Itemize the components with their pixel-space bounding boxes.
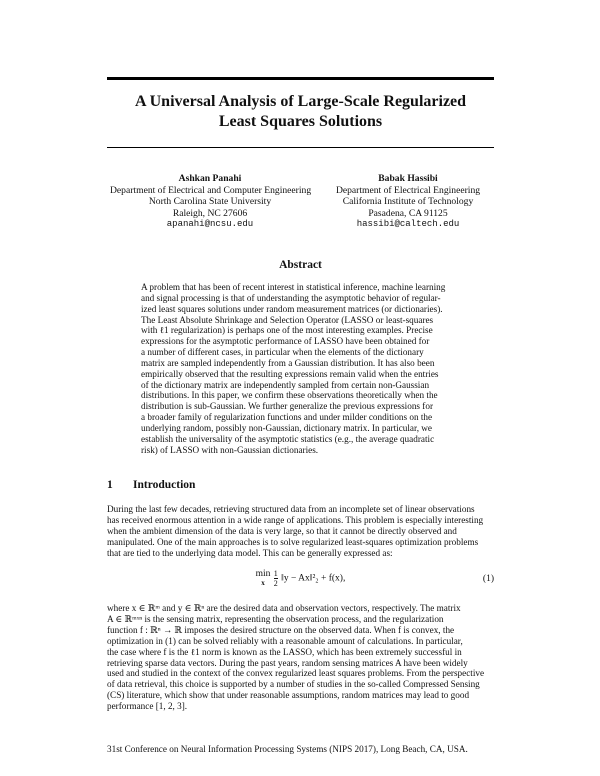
author-affiliation: California Institute of Technology (342, 196, 474, 208)
section-number: 1 (107, 479, 113, 491)
paragraph-line: manipulated. One of the main approaches is to solve regularized least-squares optimization problems (107, 536, 479, 547)
equation-min-op: min (255, 568, 271, 579)
abstract-line: risk) of LASSO with non-Gaussian dictionaries. (141, 444, 319, 455)
abstract-body (141, 282, 460, 456)
abstract-line: A problem that has been of recent interest in statistical inference, machine learning (141, 282, 446, 292)
title-line: Least Squares Solutions (218, 113, 383, 130)
paragraph-line: During the last few decades, retrieving structured data from an incomplete set of linear observations (107, 504, 475, 514)
conference-footnote: 31st Conference on Neural Information Processing Systems (NIPS 2017), Long Beach, CA, USA. (107, 744, 468, 754)
paragraph-line: performance [1, 2, 3]. (107, 701, 188, 712)
paper-title (107, 92, 494, 132)
equation-min-sub: x (261, 578, 265, 587)
section-title: Introduction (133, 479, 196, 491)
author-affiliation: North Carolina State University (148, 196, 272, 208)
author-name: Babak Hassibi (378, 173, 438, 184)
intro-paragraph-2 (107, 603, 494, 712)
paragraph-line: retrieving sparse data vectors. During the past years, random sensing matrices A have been widely (107, 657, 468, 668)
intro-paragraph (107, 504, 494, 559)
paragraph-line: function f : ℝⁿ → ℝ imposes the desired structure on the observed data. When f is convex, the (107, 624, 455, 635)
paragraph-line: of data retrieval, this choice is supported by a number of studies in the so-called Compressed Sensing (107, 679, 480, 690)
abstract-line: establish the universality of the asymptotic statistics (e.g., the average quadratic (141, 433, 435, 444)
equation-number: (1) (482, 574, 494, 584)
author-affiliation: Department of Electrical Engineering (335, 184, 481, 196)
paragraph-line: has received enormous attention in a wide range of applications. This problem is especially interesting (107, 514, 484, 525)
equation-1 (107, 565, 494, 595)
title-line: A Universal Analysis of Large-Scale Regularized (134, 93, 467, 110)
title-rule-top (107, 77, 494, 80)
paragraph-line: used and studied in the context of the convex regularized least squares problems. From the perspective (107, 668, 485, 679)
abstract-line: The Least Absolute Shrinkage and Selection Operator (LASSO or least-squares (141, 314, 434, 325)
paragraph-line: when the ambient dimension of the data is very large, so that it cannot be directly observed and (107, 525, 457, 536)
abstract-line: distribution is sub-Gaussian. We further generalize the previous expressions for (141, 401, 433, 412)
author-affiliation: Department of Electrical and Computer Engineering (110, 184, 312, 196)
equation-fraction (274, 569, 278, 588)
paragraph-line: that are tied to the underlying data model. This can be generally expressed as: (107, 547, 393, 558)
paragraph-line: A ∈ ℝᵐˣⁿ is the sensing matrix, representing the observation process, and the regularization (107, 613, 444, 624)
section-heading (107, 479, 195, 491)
abstract-line: of the dictionary matrix are independently sampled from certain non-Gaussian (141, 379, 430, 390)
abstract-line: underlying random, possibly non-Gaussian, dictionary matrix. In particular, we (141, 422, 433, 433)
author-name: Ashkan Panahi (178, 173, 242, 184)
title-rule-bottom (107, 147, 494, 148)
author-email[interactable]: apanahi@ncsu.edu (166, 219, 254, 230)
paragraph-line: where x ∈ ℝᵐ and y ∈ ℝⁿ are the desired data and observation vectors, respectively. The matrix (107, 603, 461, 613)
abstract-line: expressions for the asymptotic performance of LASSO have been obtained for (141, 336, 430, 347)
abstract-line: matrix are sampled independently from a Gaussian distribution. It has also been (141, 357, 435, 368)
author-email[interactable]: hassibi@caltech.edu (356, 219, 460, 230)
abstract-line: empirically observed that the resulting expressions remain valid when the entries (141, 368, 439, 379)
abstract-line: a number of different cases, in particular when the elements of the dictionary (141, 347, 424, 358)
abstract-line: with ℓ1 regularization) is perhaps one of the most interesting examples. Precise (141, 325, 433, 336)
equation-rest: ‖y − Ax‖²₂ + f(x), (281, 573, 346, 584)
paragraph-line: (CS) literature, which show that under reasonable assumptions, random matrices may lead to good (107, 690, 470, 701)
author-affiliation: Raleigh, NC 27606 (172, 207, 248, 219)
author-affiliation: Pasadena, CA 91125 (368, 207, 448, 219)
author-block (110, 173, 310, 231)
abstract-line: a broader family of regularization functions and under milder conditions on the (141, 412, 433, 423)
abstract-heading: Abstract (279, 259, 322, 271)
fraction-numerator: 1 (273, 569, 278, 578)
fraction-denominator: 2 (273, 579, 278, 588)
paragraph-line: optimization in (1) can be solved reliably with a reasonable amount of calculations. In particular, (107, 635, 463, 646)
abstract-line: and signal processing is that of understanding the asymptotic behavior of regular- (141, 292, 441, 303)
author-block (318, 173, 498, 231)
abstract-line: distributions. In this paper, we confirm these observations theoretically when the (141, 390, 438, 401)
paragraph-line: the case where f is the ℓ1 norm is known as the LASSO, which has been extremely successful in (107, 646, 462, 657)
equation-min (256, 570, 271, 588)
equation-body (107, 569, 494, 588)
abstract-line: ized least squares solutions under random measurement matrices (or dictionaries). (141, 303, 443, 314)
